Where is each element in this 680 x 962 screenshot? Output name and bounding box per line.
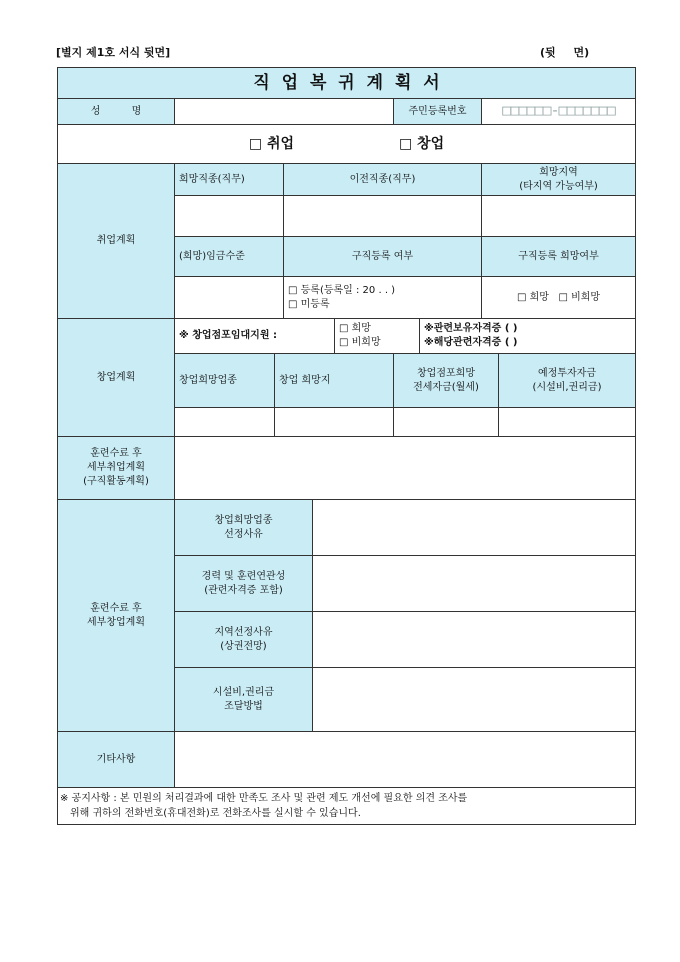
startup-industry-header: 창업희망업종: [175, 354, 275, 408]
notice-line-2: 위해 귀하의 전화번호(휴대전화)로 전화조사를 실시할 수 있습니다.: [70, 808, 361, 819]
form-number-label: [별지 제1호 서식 뒷면]: [56, 46, 171, 59]
detailed-startup-plan-label: 훈련수료 후 세부창업계획: [58, 500, 175, 732]
misc-label: 기타사항: [58, 732, 175, 788]
registered-checkbox[interactable]: □ 등록(등록일 : 20 . . ): [288, 284, 396, 296]
rental-no-hope-checkbox[interactable]: □ 비희망: [339, 337, 381, 348]
form-title: 직업복귀계획서: [58, 68, 636, 99]
previous-job-field[interactable]: [284, 196, 482, 237]
unregistered-checkbox[interactable]: □ 미등록: [288, 298, 330, 310]
job-registration-header: 구직등록 여부: [284, 237, 482, 277]
employment-checkbox[interactable]: □ 취업: [248, 136, 295, 152]
startup-plan-label: 창업계획: [58, 319, 175, 437]
rrn-label: 주민등록번호: [394, 99, 482, 125]
detailed-job-plan-field[interactable]: [175, 437, 636, 500]
startup-location-field[interactable]: [275, 408, 394, 437]
page-side-label: (뒷 면): [540, 46, 590, 59]
owned-certificate-note: ※관련보유자격증 ( ): [424, 323, 518, 334]
desired-wage-field[interactable]: [175, 277, 284, 319]
job-registration-options: [284, 277, 482, 319]
desired-region-field[interactable]: [482, 196, 636, 237]
desired-job-header: 희망직종(직무): [175, 164, 284, 196]
startup-checkbox[interactable]: □ 창업: [398, 136, 445, 152]
funding-method-label: 시설비,권리금 조달방법: [175, 668, 313, 732]
job-registration-hope-header: 구직등록 희망여부: [482, 237, 636, 277]
registration-hope-options: [482, 277, 636, 319]
employment-plan-label: 취업계획: [58, 164, 175, 319]
rental-hope-checkbox[interactable]: □ 희망: [339, 323, 371, 334]
desired-job-field[interactable]: [175, 196, 284, 237]
store-deposit-header: 창업점포희망 전세자금(월세): [394, 354, 499, 408]
career-relevance-label: 경력 및 훈련연관성 (관련자격증 포함): [175, 556, 313, 612]
plan-type-selection: [58, 125, 636, 164]
career-return-plan-form: [57, 67, 635, 825]
store-rental-support-options: [335, 319, 420, 354]
career-relevance-field[interactable]: [313, 556, 636, 612]
desired-region-header: 희망지역 (타지역 가능여부): [482, 164, 636, 196]
previous-job-header: 이전직종(직무): [284, 164, 482, 196]
planned-investment-header: 예정투자자금 (시설비,권리금): [499, 354, 636, 408]
region-reason-label: 지역선정사유 (상권전망): [175, 612, 313, 668]
industry-reason-field[interactable]: [313, 500, 636, 556]
startup-industry-field[interactable]: [175, 408, 275, 437]
no-hope-checkbox[interactable]: □ 비희망: [558, 291, 601, 303]
industry-reason-label: 창업희망업종 선정사유: [175, 500, 313, 556]
hope-checkbox[interactable]: □ 희망: [516, 291, 549, 303]
name-label: 성 명: [58, 99, 175, 125]
desired-wage-header: (희망)임금수준: [175, 237, 284, 277]
notice-line-1: ※ 공지사항 : 본 민원의 처리결과에 대한 만족도 조사 및 관련 제도 개선에 필요한 의견 조사를: [60, 793, 468, 804]
name-field[interactable]: [175, 99, 394, 125]
store-deposit-field[interactable]: [394, 408, 499, 437]
region-reason-field[interactable]: [313, 612, 636, 668]
rrn-field[interactable]: [482, 99, 636, 125]
detailed-job-plan-label: 훈련수료 후 세부취업계획 (구직활동계획): [58, 437, 175, 500]
store-rental-support-note: ※ 창업점포임대지원 :: [175, 319, 335, 354]
funding-method-field[interactable]: [313, 668, 636, 732]
certificate-notes: [420, 319, 636, 354]
startup-location-header: 창업 희망지: [275, 354, 394, 408]
rrn-digit-boxes: □□□□□□-□□□□□□□: [502, 101, 615, 119]
misc-field[interactable]: [175, 732, 636, 788]
planned-investment-field[interactable]: [499, 408, 636, 437]
related-certificate-note: ※해당관련자격증 ( ): [424, 337, 518, 348]
notice: [58, 788, 636, 825]
